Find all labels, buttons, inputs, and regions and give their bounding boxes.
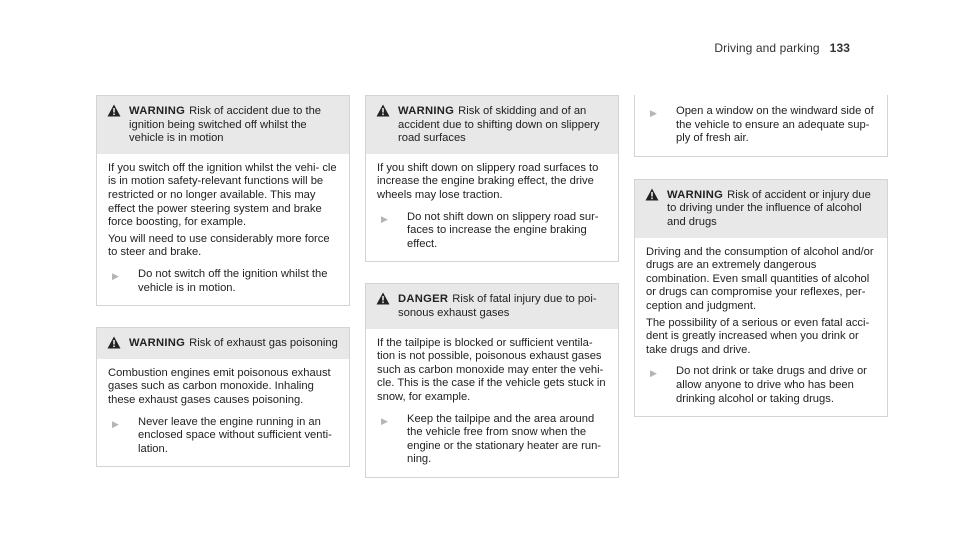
warning-body	[97, 359, 349, 467]
warning-body	[97, 154, 349, 305]
running-header	[714, 41, 850, 55]
body-paragraph: If the tailpipe is blocked or sufficient ventila- tion is not possible, poisonous exhaust gases such as carbon monoxide may enter the vehi- cle. This is the case if the vehicle gets stuck in snow, for example.	[377, 336, 606, 403]
instruction-step	[377, 211, 608, 252]
warning-box-ignition	[96, 95, 350, 306]
warning-body	[366, 154, 618, 262]
column-3	[634, 95, 888, 438]
body-paragraph: You will need to use considerably more force to steer and brake.	[108, 232, 330, 259]
step-arrow-icon: ▶	[650, 368, 657, 379]
body-paragraph: Combustion engines emit poisonous exhaust gases such as carbon monoxide. Inhaling these exhaust gases causes poisoning.	[108, 366, 331, 406]
body-paragraph: If you shift down on slippery road surfaces to increase the engine braking effect, the drive wheels may lose traction.	[377, 161, 599, 201]
warning-triangle-icon	[107, 104, 121, 117]
warning-body	[635, 238, 887, 417]
danger-label: DANGER	[398, 293, 449, 306]
continued-step-block	[634, 95, 888, 157]
warning-box-exhaust	[96, 327, 350, 467]
body-paragraph: The possibility of a serious or even fatal acci- dent is greatly increased when you drink or take drugs and drive.	[646, 316, 870, 356]
warning-triangle-icon	[376, 292, 390, 305]
warning-title: Risk of exhaust gas poisoning	[189, 337, 338, 350]
danger-header	[366, 284, 618, 328]
warning-label: WARNING	[129, 105, 186, 117]
warning-label: WARNING	[398, 105, 455, 117]
warning-header	[635, 180, 887, 238]
danger-title: Risk of fatal injury due to poi- sonous exhaust gases	[398, 293, 597, 319]
warning-triangle-icon	[107, 336, 121, 349]
warning-header	[97, 328, 349, 359]
warning-header	[97, 96, 349, 154]
danger-box-exhaust	[365, 283, 619, 478]
danger-body	[366, 329, 618, 477]
step-text: Keep the tailpipe and the area around the vehicle free from snow when the engine or the stationary heater are run- ning.	[407, 412, 602, 466]
step-text: Do not shift down on slippery road sur- faces to increase the engine braking effect.	[407, 210, 599, 250]
step-text: Do not switch off the ignition whilst the vehicle is in motion.	[138, 267, 328, 294]
step-arrow-icon: ▶	[112, 418, 119, 429]
warning-title: Risk of skidding and of an accident due to shifting down on slippery road surfaces	[398, 105, 600, 145]
step-arrow-icon: ▶	[112, 270, 119, 281]
body-paragraph: If you switch off the ignition whilst the vehi- cle is in motion safety-relevant functions will be restricted or no longer available. This may effect the power steering system and brake force boosting, for example.	[108, 161, 337, 229]
section-title: Driving and parking	[714, 41, 820, 55]
step-text: Never leave the engine running in an enclosed space without sufficient venti- lation.	[138, 415, 332, 455]
column-1	[96, 95, 350, 488]
warning-triangle-icon	[645, 188, 659, 201]
page-number: 133	[829, 41, 850, 55]
warning-title: Risk of accident due to the ignition being switched off whilst the vehicle is in motion	[129, 105, 322, 145]
warning-box-skidding	[365, 95, 619, 262]
warning-label: WARNING	[667, 188, 724, 201]
warning-label: WARNING	[129, 337, 186, 350]
step-arrow-icon: ▶	[381, 415, 388, 426]
warning-header	[366, 96, 618, 154]
step-arrow-icon: ▶	[650, 108, 657, 118]
step-text: Open a window on the windward side of the vehicle to ensure an adequate sup- ply of fresh air.	[676, 105, 874, 145]
instruction-step	[377, 413, 608, 467]
step-arrow-icon: ▶	[381, 213, 388, 224]
instruction-step	[108, 416, 339, 457]
step-text: Do not drink or take drugs and drive or allow anyone to drive who has been drinking alcohol or taking drugs.	[676, 365, 867, 405]
warning-title: Risk of accident or injury due to driving under the influence of alcohol and drugs	[667, 188, 871, 228]
warning-box-alcohol	[634, 179, 888, 417]
column-2	[365, 95, 619, 499]
warning-triangle-icon	[376, 104, 390, 117]
instruction-step	[646, 105, 877, 146]
instruction-step	[108, 268, 339, 295]
instruction-step	[646, 365, 877, 406]
body-paragraph: Driving and the consumption of alcohol and/or drugs are an extremely dangerous combination. Even small quantities of alcohol or drugs can compromise your reflexes, per- ception and judgment.	[646, 245, 874, 312]
